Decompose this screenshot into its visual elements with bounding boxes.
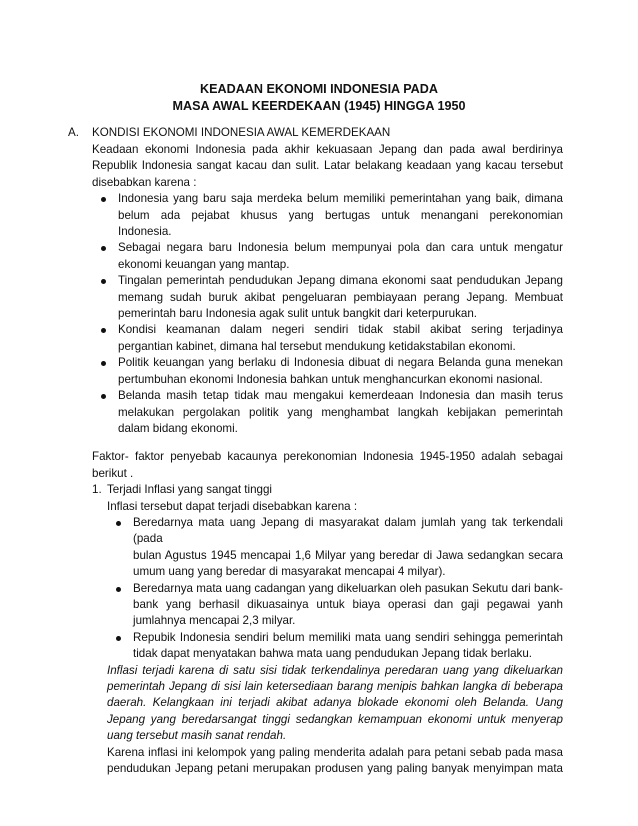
document-title-line-2: MASA AWAL KEERDEKAAN (1945) HINGGA 1950 — [172, 99, 466, 113]
bullet-icon — [101, 394, 106, 399]
italic-line: daerah. Kelangkaan ini terjadi akibat adanya blokade ekonomi oleh Belanda. Uang — [107, 696, 563, 710]
list-item-line: jumlahnya mencapai 2,3 milyar. — [133, 614, 296, 628]
intro-line: Keadaan ekonomi Indonesia pada akhir kekuasaan Jepang dan pada awal berdirinya — [92, 143, 563, 156]
list-item — [92, 322, 563, 355]
list-item — [107, 515, 563, 581]
factor-1-lead: Inflasi tersebut dapat terjadi disebabkan karena : — [107, 499, 358, 513]
intro-line: Republik Indonesia sangat kacau dan sulit. Latar belakang keadaan yang kacau tersebut — [92, 159, 563, 173]
list-item-line: Kondisi keamanan dalam negeri sendiri tidak stabil akibat sering terjadinya — [118, 323, 563, 337]
list-item-line: Sebagai negara baru Indonesia belum mempunyai pola dan cara untuk mengatur — [118, 241, 563, 255]
list-item-line: ekonomi keuangan yang mantap. — [118, 257, 290, 271]
list-item-line: pemerintah baru Indonesia agak sulit untuk bangkit dari keterpurukan. — [118, 307, 477, 321]
factor-1-body — [92, 499, 563, 778]
factors-intro — [92, 449, 563, 482]
factor-1-closing — [107, 745, 563, 778]
section-a-body — [92, 142, 563, 777]
list-item-line: Beredarnya mata uang Jepang di masyarakat dalam jumlah yang tak terkendali (pada — [133, 515, 563, 546]
italic-line: uang tersebut masih sanat rendah. — [107, 729, 287, 743]
list-item-line: memang sudah buruk akibat pengeluaran pembiayaan perang Jepang. Membuat — [118, 290, 563, 304]
factor-1-bullet-list — [107, 515, 563, 663]
section-a-letter: A. — [68, 126, 79, 139]
list-item — [107, 630, 563, 663]
bullet-icon — [101, 246, 106, 251]
factors-intro-line: Faktor- faktor penyebab kacaunya perekonomian Indonesia 1945-1950 adalah sebagai — [92, 450, 563, 464]
list-item-line: tidak dapat menyatakan bahwa mata uang pendudukan Jepang tidak berlaku. — [133, 647, 532, 661]
bullet-icon — [116, 521, 121, 526]
list-item-line: pertumbuhan ekonomi Indonesia bahkan untuk menghancurkan ekonomi nasional. — [118, 372, 543, 386]
document-title-line-1: KEADAAN EKONOMI INDONESIA PADA — [200, 82, 438, 96]
bullet-icon — [101, 361, 106, 366]
list-item-line: bulan Agustus 1945 mencapai 1,6 Milyar yang beredar di Jawa sedangkan secara — [133, 548, 563, 562]
bullet-icon — [101, 197, 106, 202]
factor-1-title: Terjadi Inflasi yang sangat tinggi — [107, 483, 272, 497]
italic-line: Jepang yang beredarsangat tinggi sedangkan kemampuan ekonomi untuk menyerap — [107, 712, 563, 726]
list-item — [92, 388, 563, 437]
list-item-line: belum ada pejabat khusus yang bertugas untuk menangani perekonomian — [118, 208, 563, 222]
list-item-line: Belanda masih tetap tidak mau mengakui kemerdeaan Indonesia dan masih terus — [118, 389, 563, 403]
factors-intro-line: berikut . — [92, 466, 134, 480]
list-item-line: Indonesia yang baru saja merdeka belum memiliki pemerintahan yang baik, dimana — [118, 192, 563, 206]
factor-1-italic-note — [107, 663, 563, 745]
list-item-line: dalam bidang ekonomi. — [118, 421, 238, 435]
list-item-line: pergantian kabinet, dimana hal tersebut mendukung ketidakstabilan ekonomi. — [118, 339, 516, 353]
list-item-line: Tingalan pemerintah pendudukan Jepang dimana ekonomi saat pendudukan Jepang — [118, 274, 563, 288]
bullet-icon — [101, 279, 106, 284]
section-a-intro — [92, 142, 563, 191]
intro-line: disebabkan karena : — [92, 175, 197, 189]
italic-line: Inflasi terjadi karena di satu sisi tidak terkendalinya peredaran uang yang dikeluarkan — [107, 663, 563, 677]
list-item — [92, 240, 563, 273]
list-item-line: Politik keuangan yang berlaku di Indonesia dibuat di negara Belanda guna menekan — [118, 356, 563, 370]
bullet-icon — [101, 328, 106, 333]
bullet-icon — [116, 636, 121, 641]
italic-line: pemerintah Jepang di sisi lain ketersediaan barang menipis bahkan langka di beberapa — [107, 680, 563, 693]
closing-line: pendudukan Jepang petani merupakan produsen yang paling banyak menyimpan mata — [107, 762, 563, 776]
section-a-bullet-list — [92, 191, 563, 437]
closing-line: Karena inflasi ini kelompok yang paling menderita adalah para petani sebab pada masa — [107, 745, 563, 759]
list-item-line: Indonesia. — [118, 225, 172, 239]
list-item-line: Repubik Indonesia sendiri belum memiliki mata uang sendiri sehingga pemerintah — [133, 630, 563, 644]
list-item — [92, 273, 563, 322]
list-item-line: umum uang yang beredar di masyarakat mencapai 4 milyar). — [133, 565, 446, 579]
list-item — [92, 355, 563, 388]
list-item — [92, 191, 563, 240]
list-item-line: Beredarnya mata uang cadangan yang dikeluarkan oleh pasukan Sekutu dari bank- — [133, 581, 563, 595]
list-item-line: melakukan pergolakan politik yang menghambat langkah kebijakan pemerintah — [118, 405, 563, 419]
factor-1-number: 1. — [92, 483, 102, 497]
list-item-line: bank yang berhasil dikuasainya untuk biaya operasi dan gaji pegawai yanh — [133, 597, 563, 611]
factor-1-heading — [92, 482, 563, 498]
section-a-title: KONDISI EKONOMI INDONESIA AWAL KEMERDEKAAN — [92, 126, 391, 139]
bullet-icon — [116, 587, 121, 592]
section-a-heading — [68, 125, 390, 141]
list-item — [107, 581, 563, 630]
